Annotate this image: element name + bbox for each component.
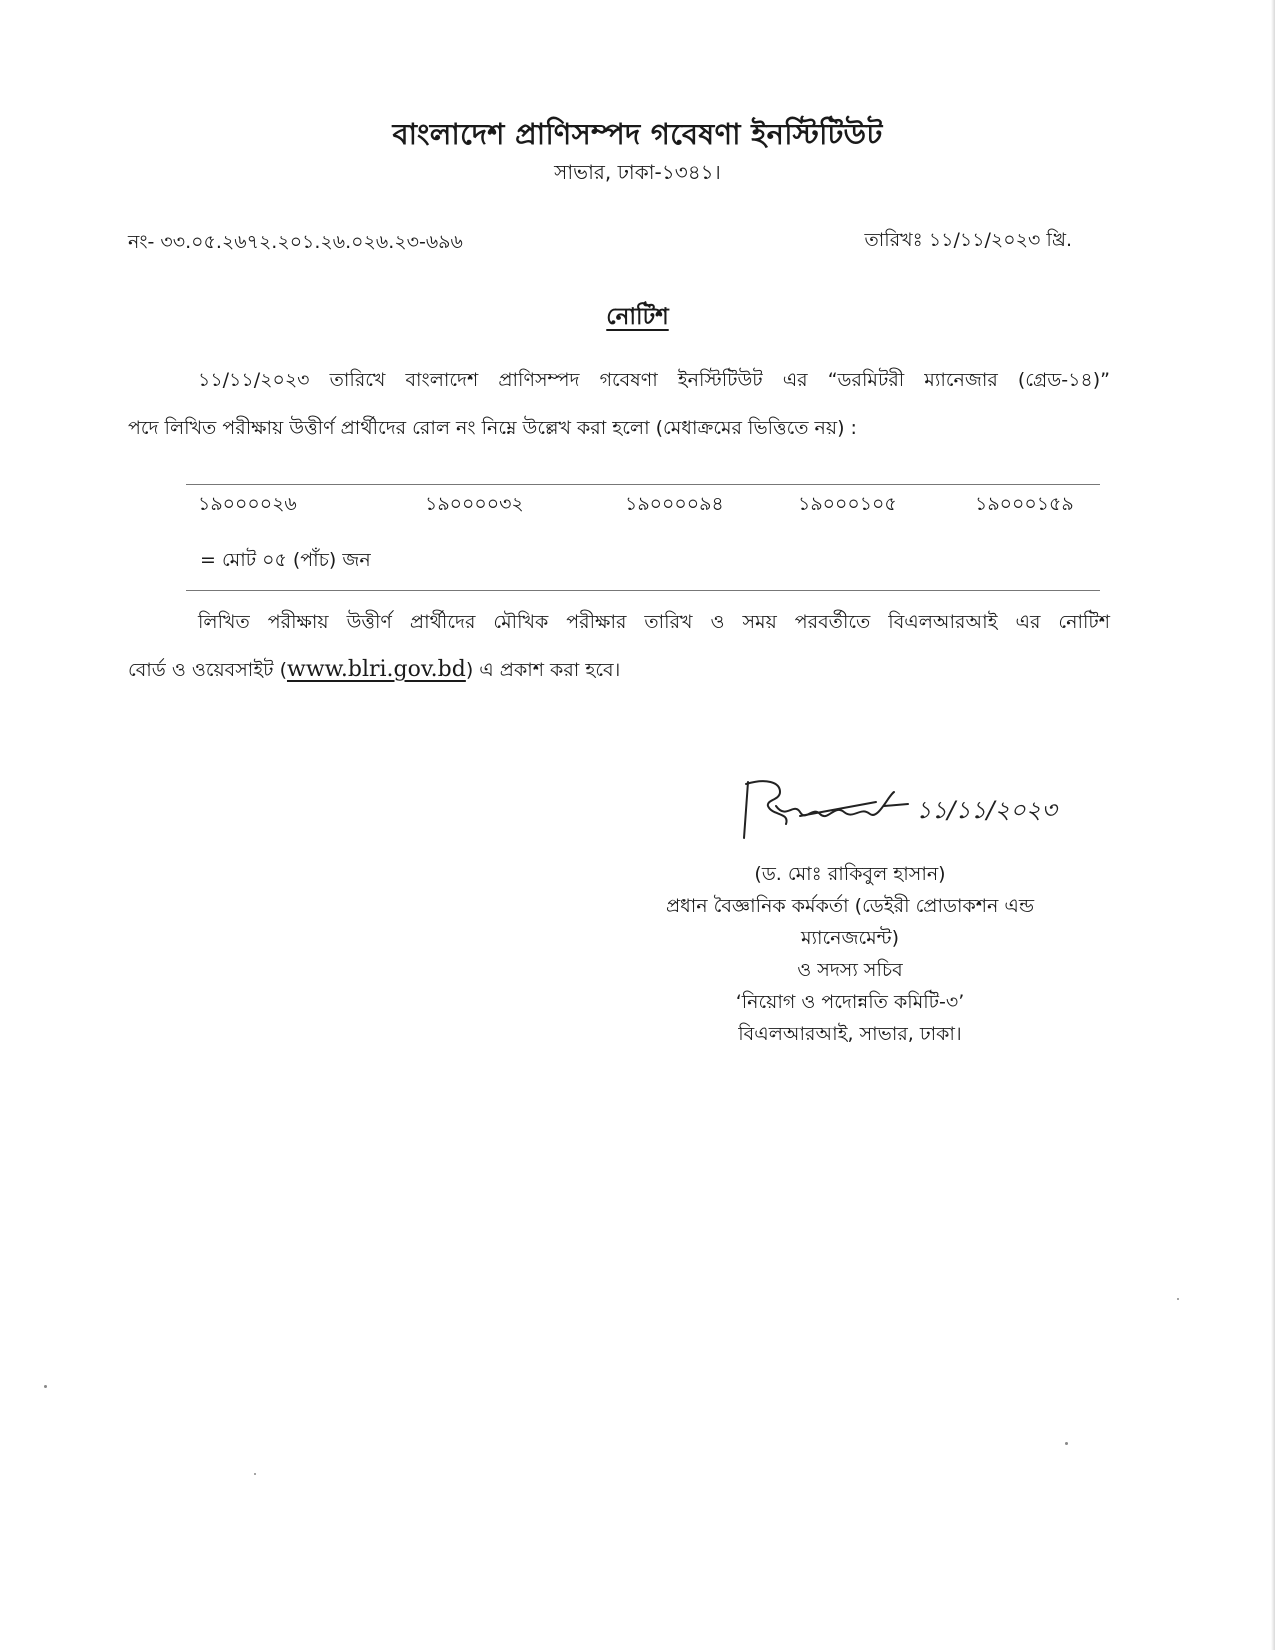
signature-date: ১১/১১/২০২৩: [916, 796, 1057, 824]
paragraph-line: [128, 646, 1110, 694]
paragraph-line: ১১/১১/২০২৩ তারিখে বাংলাদেশ প্রাণিসম্পদ গবেষণা ইনস্টিটিউট এর “ডরমিটরী ম্যানেজার (গ্রেড-১৪)”: [198, 369, 1110, 391]
divider-line-top: [186, 484, 1100, 485]
signatory-designation-cont: ম্যানেজমেন্ট): [800, 927, 900, 949]
roll-number: ১৯০০০০৩২: [425, 493, 524, 515]
roll-number: ১৯০০০০৯৪: [625, 493, 724, 515]
signatory-role: ও সদস্য সচিব: [797, 959, 903, 981]
scan-speck: [1177, 1298, 1179, 1300]
committee-name: ‘নিয়োগ ও পদোন্নতি কমিটি-৩’: [735, 991, 965, 1013]
scan-edge-shadow: [1271, 0, 1275, 1650]
roll-number-list: [198, 490, 1098, 520]
signatory-block: [600, 858, 1100, 1050]
notice-paragraph-results: [128, 356, 1110, 452]
website-link[interactable]: www.blri.gov.bd: [286, 657, 466, 682]
institute-address: সাভার, ঢাকা-১৩৪১।: [554, 160, 721, 184]
roll-number: ১৯০০০১৫৯: [975, 493, 1074, 515]
notice-paragraph-viva: [128, 598, 1110, 694]
notice-date: তারিখঃ ১১/১১/২০২৩ খ্রি.: [864, 229, 1072, 251]
total-candidates: = মোট ০৫ (পাঁচ) জন: [200, 549, 371, 571]
institute-name: বাংলাদেশ প্রাণিসম্পদ গবেষণা ইনস্টিটিউট: [392, 117, 883, 151]
divider-line-bottom: [186, 590, 1100, 591]
signatory-designation: প্রধান বৈজ্ঞানিক কর্মকর্তা (ডেইরী প্রোডাকশন এন্ড: [665, 895, 1035, 917]
memo-reference-number: নং- ৩৩.০৫.২৬৭২.২০১.২৬.০২৬.২৩-৬৯৬: [128, 231, 463, 253]
signatory-name: (ড. মোঃ রাকিবুল হাসান): [754, 863, 946, 885]
roll-number: ১৯০০০০২৬: [198, 493, 297, 515]
notice-heading-text: নোটিশ: [606, 304, 669, 330]
paragraph-line: লিখিত পরীক্ষায় উত্তীর্ণ প্রার্থীদের মৌখিক পরীক্ষার তারিখ ও সময় পরবর্তীতে বিএলআরআই এর নোটিশ: [198, 611, 1110, 633]
notice-heading: [0, 298, 1275, 337]
scan-speck: [1065, 1442, 1068, 1445]
scan-speck: [254, 1473, 256, 1475]
signatory-office: বিএলআরআই, সাভার, ঢাকা।: [738, 1023, 962, 1045]
paragraph-text: বোর্ড ও ওয়েবসাইট (: [128, 659, 287, 681]
paragraph-text: ) এ প্রকাশ করা হবে।: [465, 659, 621, 681]
paragraph-line: পদে লিখিত পরীক্ষায় উত্তীর্ণ প্রার্থীদের রোল নং নিম্নে উল্লেখ করা হলো (মেধাক্রমের ভিত্তিতে নয়) :: [128, 417, 857, 439]
scan-speck: [44, 1385, 47, 1388]
roll-number: ১৯০০০১০৫: [798, 493, 897, 515]
